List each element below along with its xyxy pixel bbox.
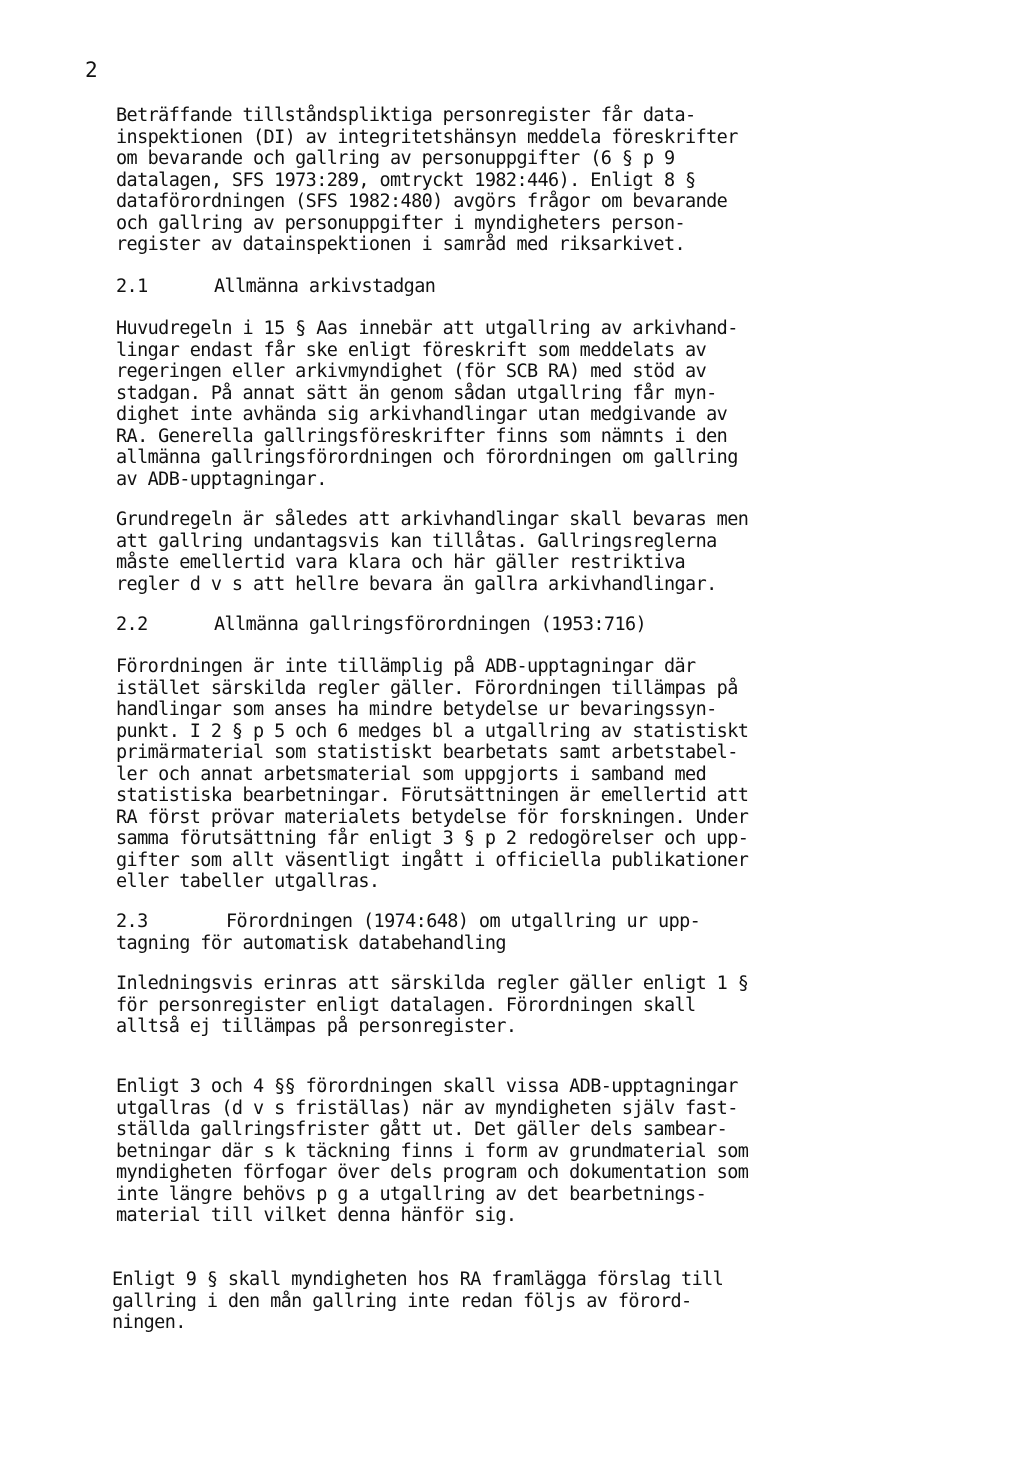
text-line: material till vilket denna hänför sig. bbox=[116, 1205, 517, 1226]
text-line: regeringen eller arkivmyndighet (för SCB RA) med stöd av bbox=[116, 361, 707, 382]
text-line: register av datainspektionen i samråd med riksarkivet. bbox=[116, 234, 686, 255]
section-heading-2-1 bbox=[116, 276, 435, 298]
section-title: Förordningen (1974:648) om utgallring ur upp- bbox=[226, 911, 701, 932]
text-line: Huvudregeln i 15 § Aas innebär att utgallring av arkivhand- bbox=[116, 318, 738, 339]
text-line: utgallras (d v s friställas) när av myndigheten själv fast- bbox=[116, 1097, 738, 1119]
section-2-3-paragraph-3 bbox=[112, 1269, 832, 1334]
section-2-3-paragraph-2 bbox=[116, 1076, 836, 1227]
intro-paragraph bbox=[116, 105, 836, 256]
section-2-1-paragraph-2 bbox=[116, 509, 836, 595]
text-line: av ADB-upptagningar. bbox=[116, 468, 327, 490]
text-line: dataförordningen (SFS 1982:480) avgörs frågor om bevarande bbox=[116, 191, 728, 212]
text-line: ställda gallringsfrister gått ut. Det gäller dels sambear- bbox=[116, 1119, 728, 1140]
text-line: Grundregeln är således att arkivhandlingar skall bevaras men bbox=[116, 509, 749, 530]
text-line: istället särskilda regler gäller. Förordningen tillämpas på bbox=[116, 677, 738, 699]
text-line: RA. Generella gallringsföreskrifter finns som nämnts i den bbox=[116, 425, 728, 447]
text-line: gallring i den mån gallring inte redan följs av förord- bbox=[112, 1290, 692, 1312]
section-2-2-paragraph-1 bbox=[116, 656, 836, 893]
section-2-1-paragraph-1 bbox=[116, 318, 836, 490]
text-line: inspektionen (DI) av integritetshänsyn meddela föreskrifter bbox=[116, 126, 738, 148]
text-line: dighet inte avhända sig arkivhandlingar utan medgivande av bbox=[116, 404, 728, 425]
text-line: stadgan. På annat sätt än genom sådan utgallring får myn- bbox=[116, 382, 717, 404]
text-line: betningar där s k täckning finns i form av grundmaterial som bbox=[116, 1140, 749, 1162]
text-line: handlingar som anses ha mindre betydelse ur bevaringssyn- bbox=[116, 699, 717, 720]
section-number: 2.1 bbox=[116, 276, 148, 297]
text-line: primärmaterial som statistiskt bearbetats samt arbetstabel- bbox=[116, 742, 738, 763]
page-number: 2 bbox=[85, 58, 98, 82]
section-2-3-paragraph-1 bbox=[116, 973, 836, 1038]
text-line: Inledningsvis erinras att särskilda regler gäller enligt 1 § bbox=[116, 973, 749, 994]
text-line: statistiska bearbetningar. Förutsättningen är emellertid att bbox=[116, 785, 749, 806]
text-line: ningen. bbox=[112, 1312, 186, 1333]
text-line: för personregister enligt datalagen. Förordningen skall bbox=[116, 994, 696, 1016]
text-line: samma förutsättning får enligt 3 § p 2 redogörelser och upp- bbox=[116, 828, 749, 849]
text-line: myndigheten förfogar över dels program och dokumentation som bbox=[116, 1162, 749, 1183]
section-number: 2.2 bbox=[116, 614, 148, 635]
text-line: eller tabeller utgallras. bbox=[116, 871, 380, 892]
text-line: och gallring av personuppgifter i myndigheters person- bbox=[116, 212, 686, 234]
text-line: datalagen, SFS 1973:289, omtryckt 1982:446). Enligt 8 § bbox=[116, 169, 696, 191]
text-line: Enligt 3 och 4 §§ förordningen skall vissa ADB-upptagningar bbox=[116, 1076, 738, 1097]
text-line: Förordningen är inte tillämplig på ADB-upptagningar där bbox=[116, 656, 696, 677]
section-title-line bbox=[116, 911, 700, 933]
text-line: allmänna gallringsförordningen och förordningen om gallring bbox=[116, 447, 738, 468]
text-line: regler d v s att hellre bevara än gallra arkivhandlingar. bbox=[116, 573, 717, 595]
text-line: inte längre behövs p g a utgallring av det bearbetnings- bbox=[116, 1183, 707, 1205]
text-line: att gallring undantagsvis kan tillåtas. Gallringsreglerna bbox=[116, 530, 717, 552]
section-heading-2-3 bbox=[116, 911, 700, 954]
section-title: Allmänna arkivstadgan bbox=[214, 276, 436, 297]
section-title-line: tagning för automatisk databehandling bbox=[116, 932, 506, 954]
text-line: lingar endast får ske enligt föreskrift som meddelats av bbox=[116, 339, 707, 361]
text-line: Enligt 9 § skall myndigheten hos RA framlägga förslag till bbox=[112, 1269, 724, 1290]
text-line: gifter som allt väsentligt ingått i officiella publikationer bbox=[116, 849, 749, 871]
section-number: 2.3 bbox=[116, 911, 148, 932]
text-line: RA först prövar materialets betydelse för forskningen. Under bbox=[116, 806, 749, 828]
text-line: ler och annat arbetsmaterial som uppgjorts i samband med bbox=[116, 763, 707, 785]
text-line: Beträffande tillståndspliktiga personregister får data- bbox=[116, 105, 696, 126]
text-line: om bevarande och gallring av personuppgifter (6 § p 9 bbox=[116, 148, 675, 169]
text-line: punkt. I 2 § p 5 och 6 medges bl a utgallring av statistiskt bbox=[116, 720, 749, 742]
text-line: alltså ej tillämpas på personregister. bbox=[116, 1016, 517, 1037]
text-line: måste emellertid vara klara och här gäller restriktiva bbox=[116, 552, 686, 573]
section-heading-2-2 bbox=[116, 614, 646, 636]
section-title: Allmänna gallringsförordningen (1953:716) bbox=[214, 614, 647, 635]
